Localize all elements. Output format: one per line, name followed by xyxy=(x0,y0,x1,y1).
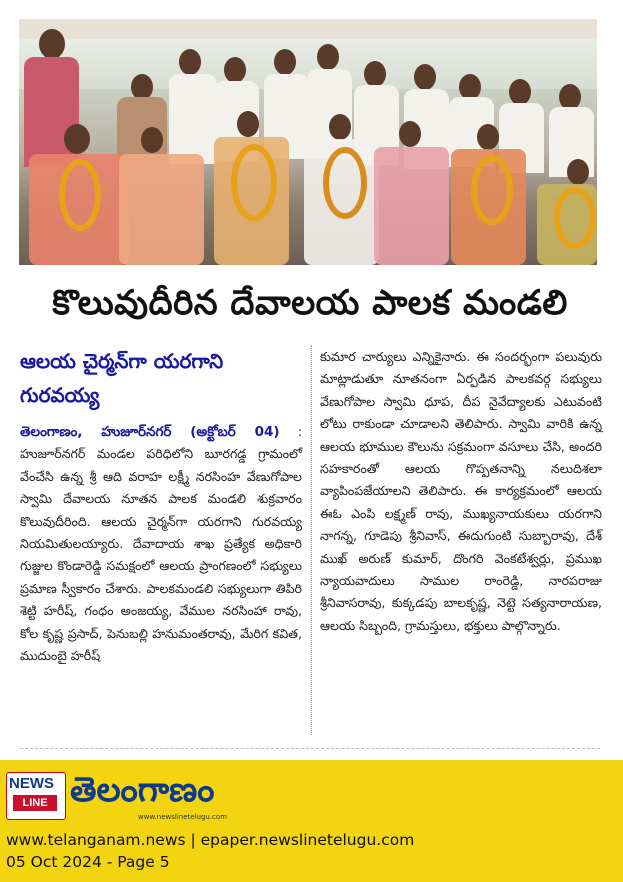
photo-figure xyxy=(329,114,351,140)
photo-figure xyxy=(179,49,201,75)
photo-figure xyxy=(509,79,531,105)
column-2-text: కుమార చార్యులు ఎన్నికైనారు. ఈ సందర్భంగా పలువురు మాట్లాడుతూ నూతనంగా ఏర్పడిన పాలకవర్గ సభ్యులు వేణుగోపాల స్వామి ధూప, దీప నైవేద్యాలకు ఎటువంటి లోటు రాకుండా చూడాలని తెలిపారు. స్వామి వారికి ఉన్న ఆలయ భూముల కౌలును సక్రమంగా వసూలు చేసి, అందరి సహకారంతో ఆలయ గొప్పతనాన్ని నలుదిశలా వ్యాపింపజేయాలని తెలిపారు. ఈ కార్యక్రమంలో ఆలయ ఈఓ ఎంపి లక్ష్మణ్ రావు, ముఖ్యనాయకులు యరగాని నాగన్న, గూడెపు శ్రీనివాస్, ఈదుగుంటి సుబ్బారావు, దేశ్ ముఖ్ అరుణ్ కుమార్, దొంగరి వెంకటేశ్వర్లు, ప్రముఖ న్యాయవాదులు సాముల రాంరెడ్డి, నారపరాజు శ్రీనివాసరావు, కుక్కడపు బాలకృష్ణ, నెట్టె సత్యనారాయణ, ఆలయ సిబ్బంది, గ్రామస్తులు, భక్తులు పాల్గొన్నారు. xyxy=(320,349,602,633)
dateline: తెలంగాణం, హుజూర్‌నగర్ (అక్టోబర్ 04) xyxy=(20,424,280,440)
footer-divider xyxy=(20,748,600,749)
column-divider xyxy=(311,345,312,735)
photo-garland xyxy=(231,144,277,221)
photo-garland xyxy=(554,187,596,249)
photo-figure xyxy=(141,127,163,153)
news-photo xyxy=(19,19,597,265)
newsline-logo xyxy=(6,772,66,820)
column-1-text: : హుజూర్‌నగర్ మండల పరిధిలోని బూరగడ్డ గ్రామంలో వేంచేసి ఉన్న శ్రీ ఆది వరాహ లక్ష్మీ నరసింహ వేణుగోపాల స్వామి దేవాలయ నూతన పాలక మండలి శుక్రవారం కొలువుదీరింది. ఆలయ చైర్మన్‌గా యరగాని గురవయ్య నియమితులయ్యారు. దేవాదాయ శాఖ ప్రత్యేక అధికారి గుజ్జుల కొండారెడ్డి సమక్షంలో ఆలయ ప్రాంగణంలో సభ్యులు ప్రమాణ స్వీకారం చేశారు. పాలకమండలి సభ్యులుగా తిపిరి శెట్టి హరీష్, గంధం అంజయ్య, వేముల నరసింహా రావు, కోల కృష్ణ ప్రసాద్, పెనుబల్లి హనుమంతరావు, మేరిగ కవిత, ముదుంబై హరీష్ xyxy=(20,424,302,664)
footer-text xyxy=(6,829,414,873)
photo-figure xyxy=(39,29,65,59)
footer xyxy=(0,760,623,882)
photo-figure xyxy=(414,64,436,90)
logo-line-text: LINE xyxy=(13,795,57,811)
logo-news-text: NEWS xyxy=(9,775,54,792)
photo-figure xyxy=(317,44,339,70)
footer-date-page: 05 Oct 2024 - Page 5 xyxy=(6,853,170,871)
subheadline-line-2: గురవయ్య xyxy=(20,383,100,407)
photo-figure xyxy=(399,121,421,147)
article-column-1 xyxy=(20,421,302,667)
photo-garland xyxy=(471,155,513,225)
headline: కొలువుదీరిన దేవాలయ పాలక మండలి xyxy=(52,283,568,323)
photo-figure xyxy=(364,61,386,87)
photo-garland xyxy=(59,159,101,231)
photo-figure xyxy=(237,111,259,137)
photo-figure xyxy=(374,147,449,265)
article-column-2 xyxy=(320,346,602,637)
photo-figure xyxy=(274,49,296,75)
photo-figure xyxy=(119,154,204,265)
photo-figure xyxy=(64,124,90,154)
photo-garland xyxy=(323,147,367,219)
brand-name: తెలంగాణం xyxy=(70,770,215,810)
footer-links[interactable]: www.telanganam.news | epaper.newslinetelugu.com xyxy=(6,831,415,849)
subheadline-line-1: ఆలయ చైర్మన్‌గా యరగాని xyxy=(20,349,224,373)
subheadline xyxy=(20,344,300,412)
photo-figure xyxy=(567,159,589,185)
photo-figure xyxy=(477,124,499,150)
photo-figure xyxy=(169,74,217,164)
brand-url: www.newslinetelugu.com xyxy=(138,813,227,821)
photo-figure xyxy=(224,57,246,83)
photo-canopy xyxy=(19,19,597,39)
